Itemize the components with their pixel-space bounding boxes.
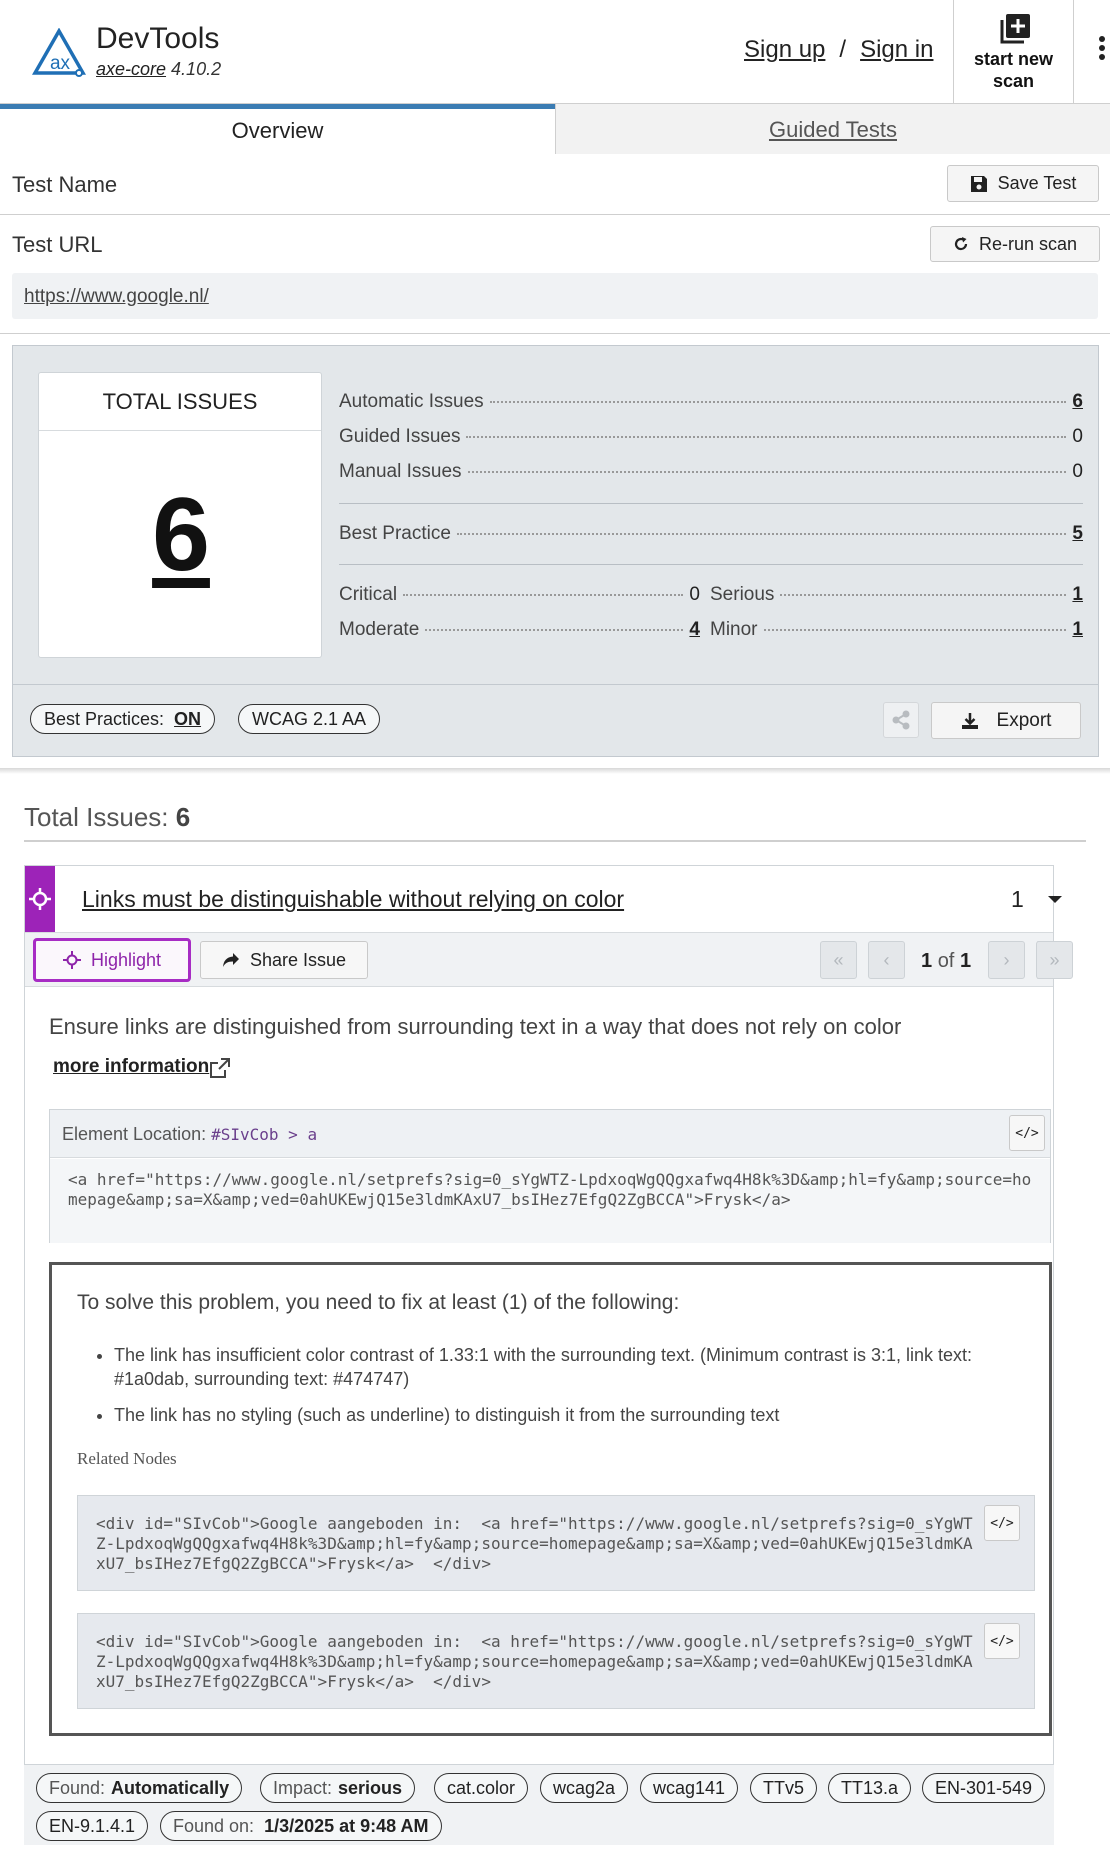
best-practice-count[interactable]: 5 bbox=[1072, 523, 1083, 544]
tag-pill[interactable]: TTv5 bbox=[750, 1773, 817, 1803]
chevron-down-icon[interactable] bbox=[1048, 896, 1062, 903]
share-issue-button[interactable]: Share Issue bbox=[200, 941, 368, 979]
moderate-stat: Moderate 4 bbox=[339, 619, 700, 640]
element-location-box bbox=[49, 1109, 1051, 1243]
best-practice-stat: Best Practice 5 bbox=[339, 523, 1083, 544]
related-node bbox=[77, 1495, 1035, 1591]
element-location-label: Element Location: #SIvCob > a bbox=[62, 1124, 318, 1144]
previous-page-button[interactable]: ‹ bbox=[868, 941, 905, 979]
serious-count[interactable]: 1 bbox=[1072, 584, 1083, 605]
fix-title: To solve this problem, you need to fix at least (1) of the following: bbox=[77, 1291, 680, 1314]
add-scan-icon bbox=[999, 13, 1031, 45]
refresh-icon bbox=[953, 236, 969, 252]
found-on-tag: Found on: 1/3/2025 at 9:48 AM bbox=[160, 1811, 442, 1841]
minor-count[interactable]: 1 bbox=[1072, 619, 1083, 640]
tag-pill[interactable]: EN-9.1.4.1 bbox=[36, 1811, 148, 1841]
main-tabs bbox=[0, 104, 1110, 154]
related-node bbox=[77, 1613, 1035, 1709]
test-name-label: Test Name bbox=[12, 172, 118, 197]
save-icon bbox=[970, 175, 988, 193]
fix-list bbox=[114, 1343, 1024, 1439]
divider bbox=[0, 333, 1110, 334]
pager-status: 1 of 1 bbox=[921, 950, 972, 972]
sign-in-link[interactable]: Sign in bbox=[860, 36, 934, 63]
rerun-scan-button[interactable]: Re-run scan bbox=[930, 226, 1100, 262]
moderate-count[interactable]: 4 bbox=[689, 619, 700, 640]
tag-pill[interactable]: cat.color bbox=[434, 1773, 528, 1803]
more-menu-icon[interactable] bbox=[1097, 36, 1107, 64]
auth-links bbox=[744, 36, 933, 64]
first-page-button[interactable]: « bbox=[820, 941, 857, 979]
related-node-code: <div id="SIvCob">Google aangeboden in: <a href="https://www.google.nl/setprefs?sig=0_sYgWTZ-LpdxoqWgQQgxafwq4H8k%3D&amp;hl=fy&amp;source=homepage&amp;sa=X&amp;ved=0ahUKEwjQ15e3ldmKAxU7_bsIHez7EfgQ2ZgBCCA">Frysk</a> </div> bbox=[96, 1514, 973, 1573]
total-issues-count[interactable]: 6 bbox=[152, 477, 210, 593]
app-header bbox=[0, 0, 1110, 104]
issue-card bbox=[24, 865, 1060, 1765]
share-results-button[interactable] bbox=[883, 702, 919, 738]
next-page-button[interactable]: › bbox=[988, 941, 1025, 979]
toggle-code-button[interactable]: </> bbox=[984, 1623, 1020, 1659]
external-link-icon bbox=[209, 1057, 231, 1079]
brand-title: DevTools bbox=[96, 22, 220, 55]
more-information-link[interactable]: more information bbox=[53, 1056, 210, 1077]
highlight-button[interactable]: Highlight bbox=[33, 938, 191, 982]
total-issues-label: TOTAL ISSUES bbox=[39, 373, 321, 431]
export-button[interactable]: Export bbox=[931, 702, 1081, 739]
svg-text:ax: ax bbox=[49, 53, 71, 74]
tab-guided-tests[interactable]: Guided Tests bbox=[555, 104, 1110, 154]
issue-count: 1 bbox=[1011, 886, 1024, 912]
summary-panel bbox=[12, 345, 1099, 757]
share-arrow-icon bbox=[222, 952, 240, 968]
download-icon bbox=[961, 712, 979, 730]
fix-item: • The link has no styling (such as underline) to distinguish it from the surrounding text bbox=[114, 1403, 1024, 1427]
sign-up-link[interactable]: Sign up bbox=[744, 36, 826, 63]
start-new-scan-button[interactable]: start new scan bbox=[953, 0, 1074, 104]
wcag-level-pill[interactable]: WCAG 2.1 AA bbox=[238, 704, 380, 734]
automatic-issues-stat: Automatic Issues 6 bbox=[339, 391, 1083, 412]
found-tag: Found: Automatically bbox=[36, 1773, 242, 1803]
brand-version: axe-core 4.10.2 bbox=[96, 59, 222, 79]
issue-title-link[interactable]: Links must be distinguishable without relying on color bbox=[82, 886, 625, 912]
test-url-label: Test URL bbox=[12, 232, 103, 257]
test-url-link[interactable]: https://www.google.nl/ bbox=[24, 286, 209, 307]
impact-tag: Impact: serious bbox=[260, 1773, 415, 1803]
related-node-code: <div id="SIvCob">Google aangeboden in: <a href="https://www.google.nl/setprefs?sig=0_sYgWTZ-LpdxoqWgQQgxafwq4H8k%3D&amp;hl=fy&amp;source=homepage&amp;sa=X&amp;ved=0ahUKEwjQ15e3ldmKAxU7_bsIHez7EfgQ2ZgBCCA">Frysk</a> </div> bbox=[96, 1632, 973, 1691]
manual-issues-stat: Manual Issues 0 bbox=[339, 461, 1083, 482]
tab-overview[interactable]: Overview bbox=[0, 104, 555, 154]
critical-stat: Critical 0 bbox=[339, 584, 700, 605]
auth-separator: / bbox=[839, 36, 847, 63]
total-issues-card bbox=[38, 372, 322, 658]
issue-type-flag bbox=[25, 866, 55, 932]
issues-heading: Total Issues: 6 bbox=[24, 802, 191, 832]
related-nodes-label: Related Nodes bbox=[77, 1449, 177, 1468]
crosshair-icon bbox=[63, 951, 81, 969]
toggle-code-button[interactable]: </> bbox=[1009, 1115, 1045, 1151]
serious-stat: Serious 1 bbox=[710, 584, 1083, 605]
automatic-issues-count[interactable]: 6 bbox=[1072, 391, 1083, 412]
axe-logo-icon bbox=[32, 28, 86, 78]
element-source-code: <a href="https://www.google.nl/setprefs?sig=0_sYgWTZ-LpdxoqWgQQgxafwq4H8k%3D&amp;hl=fy&amp;source=homepage&amp;sa=X&amp;ved=0ahUKEwjQ15e3ldmKAxU7_bsIHez7EfgQ2ZgBCCA">Frysk</a> bbox=[68, 1170, 1032, 1209]
share-icon bbox=[884, 703, 918, 737]
fix-instructions-box bbox=[49, 1262, 1052, 1736]
issue-tags bbox=[24, 1765, 1054, 1845]
tag-pill[interactable]: wcag2a bbox=[540, 1773, 628, 1803]
last-page-button[interactable]: » bbox=[1036, 941, 1073, 979]
best-practices-toggle[interactable]: Best Practices: ON bbox=[30, 704, 215, 734]
save-test-button[interactable]: Save Test bbox=[947, 165, 1099, 202]
axe-core-link[interactable]: axe-core bbox=[96, 59, 167, 79]
tag-pill[interactable]: TT13.a bbox=[828, 1773, 911, 1803]
tag-pill[interactable]: wcag141 bbox=[640, 1773, 738, 1803]
minor-stat: Minor 1 bbox=[710, 619, 1083, 640]
toggle-code-button[interactable]: </> bbox=[984, 1505, 1020, 1541]
fix-item: • The link has insufficient color contrast of 1.33:1 with the surrounding text. (Minimum contrast is 3:1, link text: #1a0dab, surrounding text: #474747) bbox=[114, 1343, 1024, 1391]
guided-issues-stat: Guided Issues 0 bbox=[339, 426, 1083, 447]
divider bbox=[0, 214, 1110, 215]
issue-toolbar bbox=[25, 932, 1060, 987]
test-url-box bbox=[12, 273, 1098, 319]
crosshair-icon bbox=[25, 866, 55, 932]
issue-description: Ensure links are distinguished from surrounding text in a way that does not rely on color bbox=[49, 1014, 902, 1039]
tag-pill[interactable]: EN-301-549 bbox=[922, 1773, 1045, 1803]
